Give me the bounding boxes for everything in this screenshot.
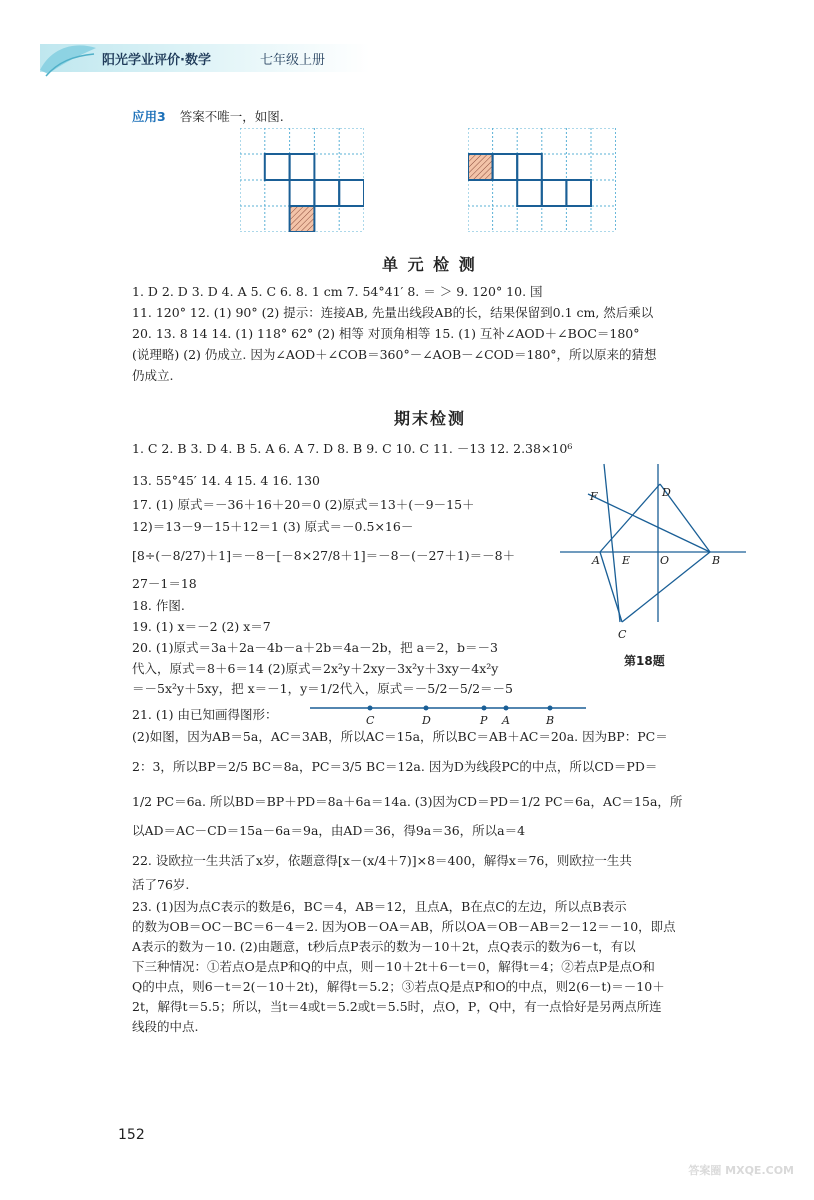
page-number: 152 [118,1127,145,1143]
numberline-label: C [366,714,375,727]
final-test-line: 21. (1) 由已知画得图形： [132,707,278,722]
figure-label: O [660,554,670,567]
final-test-line: 20. (1)原式＝3a＋2a－4b－a＋2b＝4a－2b，把 a＝2，b＝－3 [132,640,498,655]
numberline-label: P [480,714,488,727]
header-subtitle: 七年级上册 [260,53,326,68]
final-test-line: 18. 作图. [132,598,185,613]
figure-caption: 第18题 [624,654,665,668]
figure-label: A [592,554,600,567]
final-test-line: 19. (1) x＝－2 (2) x＝7 [132,619,271,634]
unit-test-line: (说理略) (2) 仍成立. 因为∠AOD＋∠COB＝360°－∠AOB－∠COD＝180°，所以原来的猜想 [132,347,657,362]
final-test-line: 13. 55°45′ 14. 4 15. 4 16. 130 [132,473,320,488]
final-test-line: 2t，解得t＝5.5；所以，当t＝4或t＝5.2或t＝5.5时，点O，P，Q中，有一点恰好是另两点所连 [132,999,662,1014]
figure-18 [560,462,750,647]
final-test-line: 1. C 2. B 3. D 4. B 5. A 6. A 7. D 8. B 9. C 10. C 11. －13 12. 2.38×10⁶ [132,441,573,456]
figure-label: C [618,628,627,641]
final-test-line: 活了76岁. [132,877,190,892]
number-line-figure [310,700,590,730]
final-test-line: (2)如图，因为AB＝5a，AC＝3AB，所以AC＝15a，所以BC＝AB＋AC＝20a. 因为BP：PC＝ [132,729,668,744]
figure-label: B [712,554,721,567]
header-title: 阳光学业评价·数学 [102,53,211,68]
final-test-line: [8÷(－8/27)＋1]＝－8－[－8×27/8＋1]＝－8－(－27＋1)＝－8＋ [132,548,516,563]
numberline-label: A [502,714,510,727]
final-test-line: 以AD＝AC－CD＝15a－6a＝9a，由AD＝36，得9a＝36，所以a＝4 [132,823,526,838]
final-test-line: 代入，原式＝8＋6＝14 (2)原式＝2x²y＋2xy－3x²y＋3xy－4x²y [132,661,499,676]
final-test-line: 1/2 PC＝6a. 所以BD＝BP＋PD＝8a＋6a＝14a. (3)因为CD＝PD＝1/2 PC＝6a，AC＝15a，所 [132,794,683,809]
final-test-line: 下三种情况：①若点O是点P和Q的中点，则－10＋2t＋6－t＝0，解得t＝4；②若点P是点O和 [132,959,655,974]
numberline-label: B [546,714,555,727]
header-feather-icon [38,40,98,80]
application-text: 答案不唯一，如图. [179,109,284,124]
final-test-line: 23. (1)因为点C表示的数是6，BC＝4，AB＝12，且点A，B在点C的左边，所以点B表示 [132,899,627,914]
grid-figure-left [240,128,364,232]
figure-label: E [622,554,631,567]
unit-test-line: 仍成立. [132,368,174,383]
figure-label: F [590,490,598,503]
watermark-logo: 答案圈 MXQE.COM [688,1164,794,1177]
final-test-line: A表示的数为－10. (2)由题意，t秒后点P表示的数为－10＋2t，点Q表示的数为6－t，有以 [132,939,636,954]
final-test-line: 线段的中点. [132,1019,199,1034]
unit-test-line: 20. 13. 8 14 14. (1) 118° 62° (2) 相等 对顶角相等 15. (1) 互补∠AOD＋∠BOC＝180° [132,326,640,341]
final-test-line: 22. 设欧拉一生共活了x岁，依题意得[x－(x/4＋7)]×8＝400，解得x＝76，则欧拉一生共 [132,853,632,868]
grid-figure-right [468,128,616,232]
final-test-line: 17. (1) 原式＝－36＋16＋20＝0 (2)原式＝13＋(－9－15＋ [132,497,475,512]
final-test-line: 2：3，所以BP＝2/5 BC＝8a，PC＝3/5 BC＝12a. 因为D为线段PC的中点，所以CD＝PD＝ [132,759,658,774]
unit-test-title: 单 元 检 测 [382,255,477,274]
numberline-label: D [422,714,431,727]
final-test-line: 12)＝13－9－15＋12＝1 (3) 原式＝－0.5×16－ [132,519,414,534]
application-label: 应用3 [132,109,166,124]
unit-test-line: 1. D 2. D 3. D 4. A 5. C 6. 8. 1 cm 7. 54°41′ 8. ＝ ＞ 9. 120° 10. 国 [132,284,543,299]
unit-test-line: 11. 120° 12. (1) 90° (2) 提示：连接AB, 先量出线段AB的长，结果保留到0.1 cm, 然后乘以 [132,305,654,320]
figure-label: D [662,486,671,499]
final-test-line: 的数为OB＝OC－BC＝6－4＝2. 因为OB－OA＝AB，所以OA＝OB－AB＝2－12＝－10，即点 [132,919,676,934]
final-test-line: 27－1＝18 [132,576,197,591]
final-test-title: 期末检测 [394,409,467,428]
final-test-line: Q的中点，则6－t＝2(－10＋2t)，解得t＝5.2；③若点Q是点P和O的中点，则2(6－t)＝－10＋ [132,979,665,994]
application-line [132,108,792,126]
final-test-line: ＝－5x²y＋5xy，把 x＝－1，y＝1/2代入，原式＝－5/2－5/2＝－5 [132,681,513,696]
